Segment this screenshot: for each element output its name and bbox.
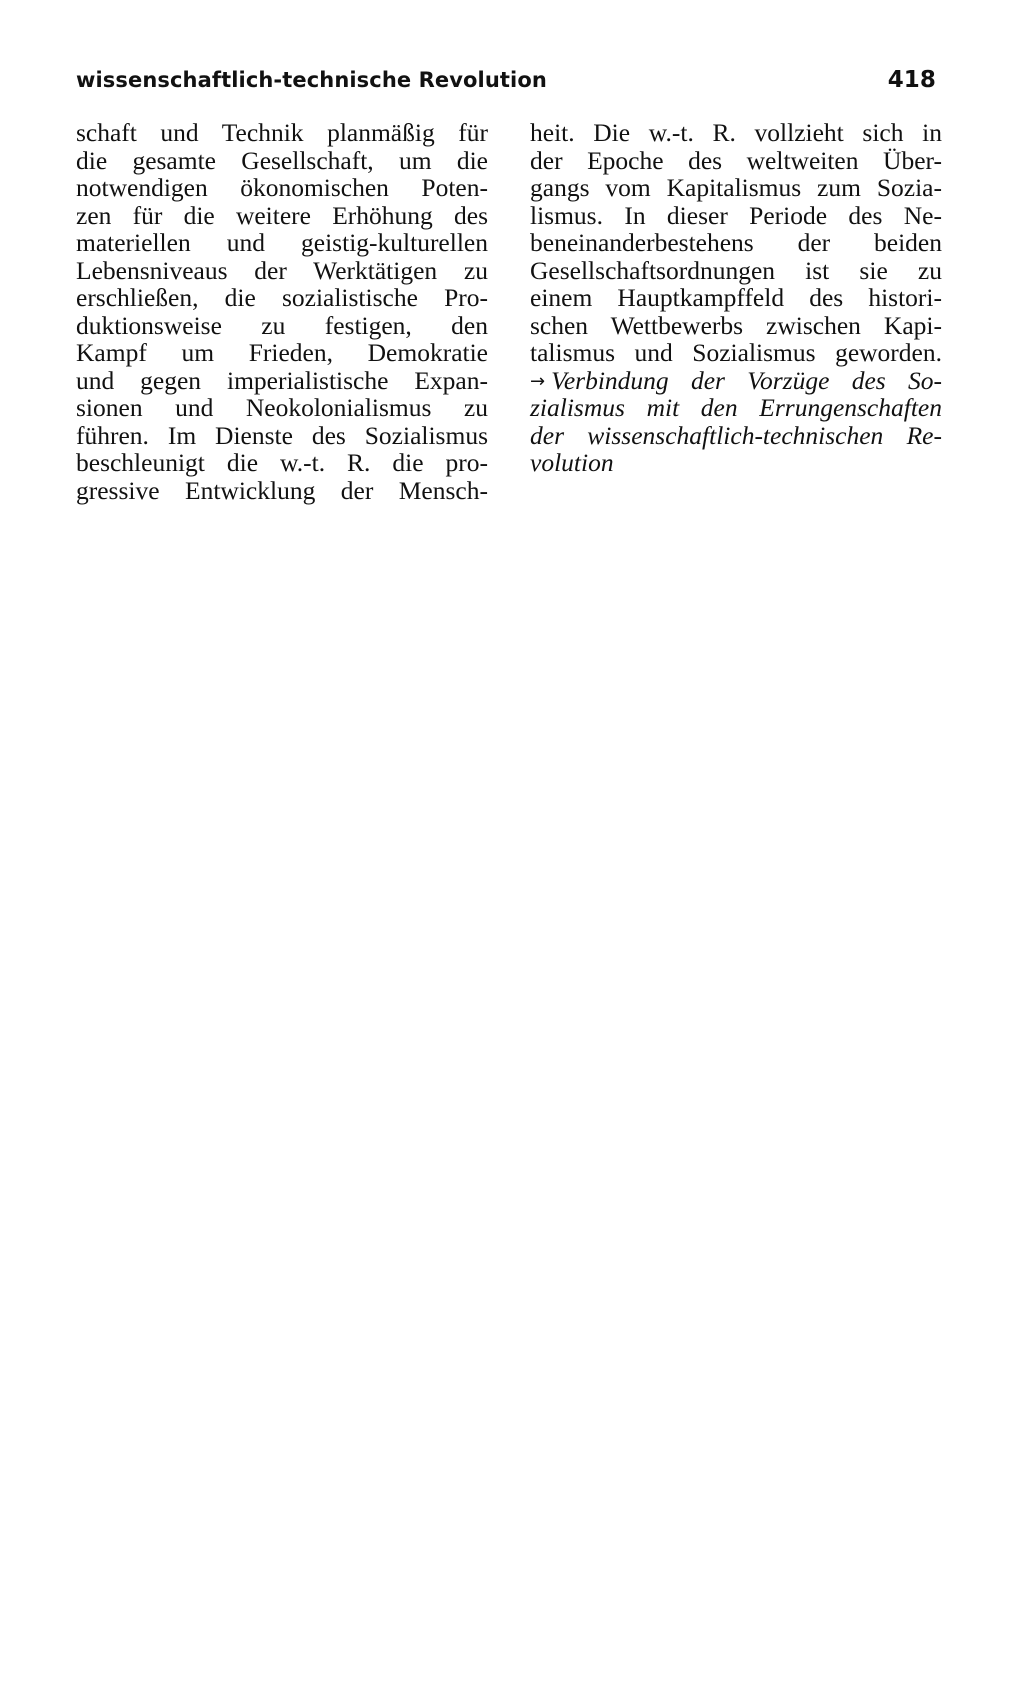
text-line: talismus und Sozialismus geworden.	[530, 338, 942, 367]
text-line: duktionsweise zu festigen, den	[76, 310, 488, 340]
text-line: erschließen, die sozialistische Pro-	[76, 283, 488, 312]
text-line: lismus. In dieser Periode des Ne-	[530, 200, 942, 230]
text-line: notwendigen ökonomischen Poten-	[76, 173, 488, 202]
text-line: führen. Im Dienste des Sozialismus	[76, 420, 488, 450]
right-column	[530, 119, 942, 477]
text-line: gangs vom Kapitalismus zum Sozia-	[530, 173, 942, 202]
text-line: schaft und Technik planmäßig für	[76, 118, 488, 147]
running-header	[76, 60, 936, 100]
text-line: Lebensniveaus der Werktätigen zu	[76, 255, 488, 285]
text-line: und gegen imperialistische Expan-	[76, 365, 488, 395]
arrow-right-icon: →	[530, 370, 546, 392]
cross-reference-line[interactable]: der wissenschaftlich-technischen Re-	[530, 420, 942, 450]
cross-reference-line[interactable]: volution	[530, 448, 614, 477]
cross-reference-text: Verbindung der Vorzüge des So-	[551, 365, 942, 395]
text-line: gressive Entwicklung der Mensch-	[76, 475, 488, 505]
text-line: sionen und Neokolonialismus zu	[76, 393, 488, 422]
cross-reference-line[interactable]	[530, 367, 942, 395]
entry-title: wissenschaftlich-technische Revolution	[76, 68, 547, 92]
text-line: der Epoche des weltweiten Über-	[530, 145, 942, 175]
text-line: Gesellschaftsordnungen ist sie zu	[530, 255, 942, 285]
text-line: heit. Die w.-t. R. vollzieht sich in	[530, 118, 942, 147]
cross-reference-line[interactable]: zialismus mit den Errungenschaften	[530, 393, 942, 422]
text-line: einem Hauptkampffeld des histori-	[530, 283, 942, 312]
text-line: beneinanderbestehens der beiden	[530, 228, 942, 257]
text-line: beschleunigt die w.-t. R. die pro-	[76, 448, 488, 477]
text-line: die gesamte Gesellschaft, um die	[76, 145, 488, 175]
text-line: materiellen und geistig-kulturellen	[76, 228, 488, 257]
page-number: 418	[887, 67, 936, 93]
left-column	[76, 119, 488, 504]
text-line: Kampf um Frieden, Demokratie	[76, 338, 488, 367]
text-line: schen Wettbewerbs zwischen Kapi-	[530, 310, 942, 340]
text-line: zen für die weitere Erhöhung des	[76, 200, 488, 230]
cross-reference[interactable]	[530, 367, 942, 477]
